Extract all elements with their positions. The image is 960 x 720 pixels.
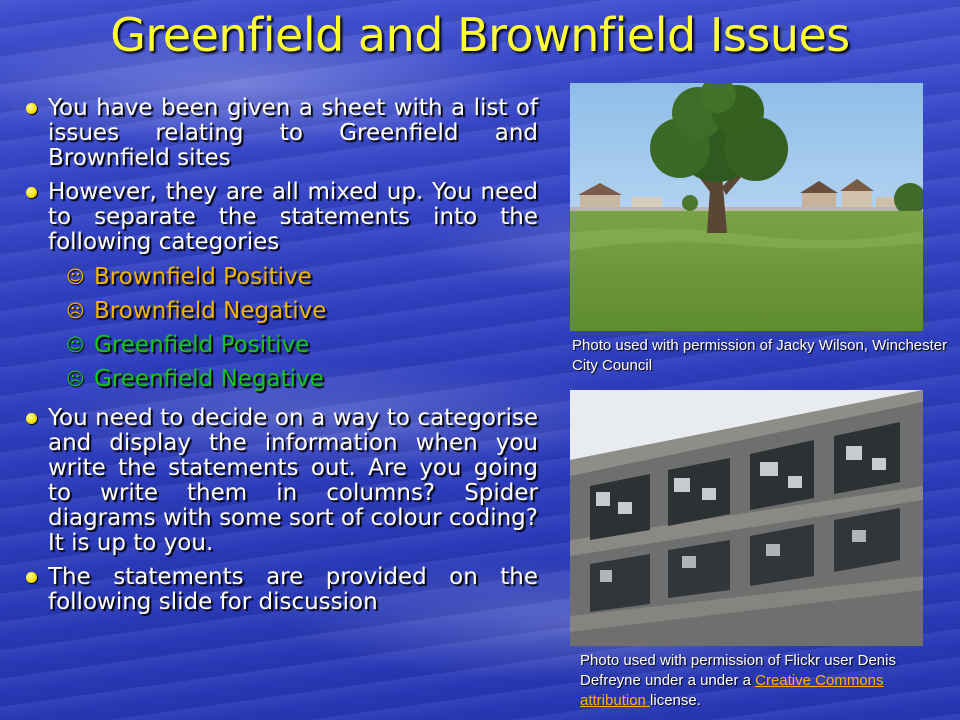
frown-icon: ☹ — [66, 369, 85, 390]
bullet-dot-icon — [26, 413, 37, 424]
category-label: Brownfield Negative — [94, 298, 327, 324]
category-greenfield-positive — [66, 329, 538, 363]
bullet-dot-icon — [26, 187, 37, 198]
bullet-dot-icon — [26, 572, 37, 583]
creative-commons-link[interactable]: Creative Commons attribution — [580, 672, 884, 709]
category-greenfield-negative — [66, 363, 538, 397]
bullet-item — [24, 180, 538, 397]
bullet-text: You need to decide on a way to categorise and display the information when you write the statements out. Are you going to write them in columns? Spider diagrams with some sort of colour coding? It is up to you. — [48, 405, 538, 556]
bullet-text: You have been given a sheet with a list of issues relating to Greenfield and Brownfield sites — [48, 95, 538, 171]
category-label: Brownfield Positive — [94, 264, 312, 290]
caption-text: Photo used with permission of Flickr user Denis Defreyne under a under a — [580, 652, 896, 689]
bullet-dot-icon — [26, 103, 37, 114]
bullet-item — [24, 565, 538, 615]
category-brownfield-negative — [66, 295, 538, 329]
smiley-icon: ☺ — [66, 335, 85, 356]
frown-icon: ☹ — [66, 301, 85, 322]
bullet-text: The statements are provided on the following slide for discussion — [48, 564, 538, 615]
smiley-icon: ☺ — [66, 267, 85, 288]
category-label: Greenfield Positive — [94, 332, 310, 358]
bullet-list — [24, 96, 538, 624]
bullet-text: However, they are all mixed up. You need to separate the statements into the following categories — [48, 179, 538, 255]
bullet-item — [24, 406, 538, 556]
greenfield-photo-caption: Photo used with permission of Jacky Wilson, Winchester City Council — [572, 337, 948, 374]
category-label: Greenfield Negative — [94, 366, 324, 392]
bullet-item — [24, 96, 538, 171]
brownfield-photo — [570, 390, 923, 646]
brownfield-photo-caption — [580, 651, 930, 711]
caption-text: license. — [650, 692, 701, 709]
category-list — [48, 261, 538, 397]
greenfield-photo — [570, 83, 923, 331]
slide-title: Greenfield and Brownfield Issues — [110, 8, 850, 62]
category-brownfield-positive — [66, 261, 538, 295]
